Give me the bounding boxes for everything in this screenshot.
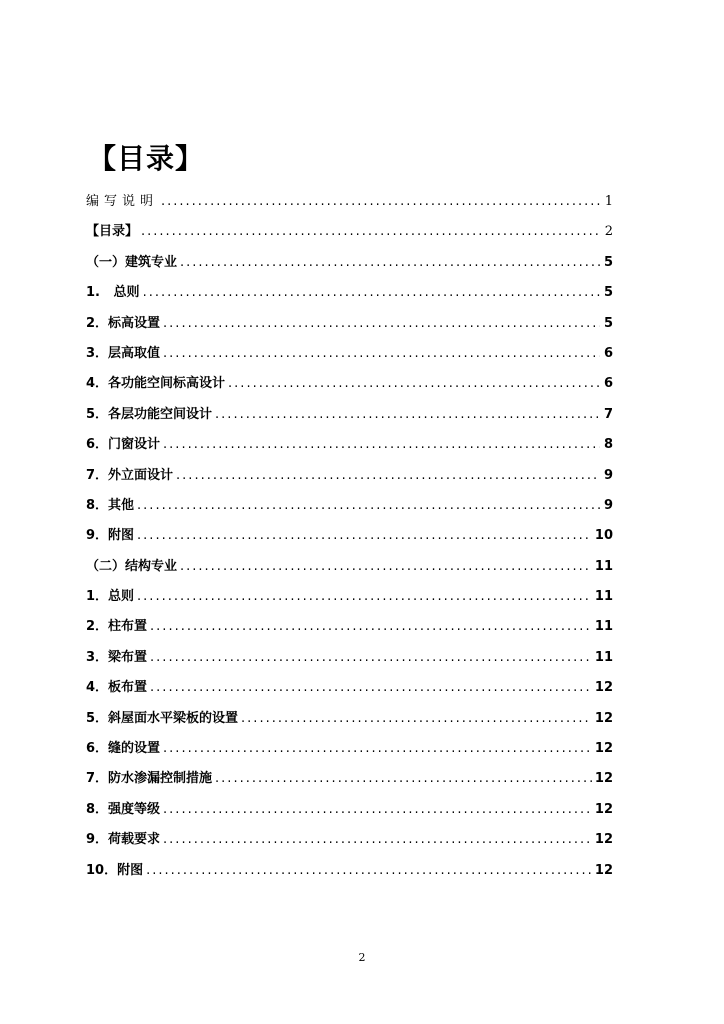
toc-entry[interactable] xyxy=(86,312,613,342)
toc-entry-text: 7．外立面设计 xyxy=(86,467,174,483)
toc-dot-leader xyxy=(150,619,592,634)
toc-entry[interactable] xyxy=(86,342,613,372)
toc-entry[interactable] xyxy=(86,646,613,676)
toc-dot-leader xyxy=(180,559,592,574)
toc-entry-text: 6．缝的设置 xyxy=(86,741,161,757)
toc-entry-text: 10．附图 xyxy=(86,862,144,878)
toc-entry[interactable] xyxy=(86,494,613,524)
toc-entry[interactable] xyxy=(86,798,613,828)
toc-entry-page: 6 xyxy=(603,376,613,392)
toc-dot-leader xyxy=(163,741,592,756)
toc-dot-leader xyxy=(163,832,592,847)
toc-entry-text: （一）建筑专业 xyxy=(86,254,178,270)
toc-entry-page: 12 xyxy=(594,801,613,817)
toc-dot-leader xyxy=(215,407,600,422)
toc-entry[interactable] xyxy=(86,859,613,889)
toc-entry-text: 8．其他 xyxy=(86,497,135,513)
toc-entry-text: 9．附图 xyxy=(86,528,135,544)
toc-entry-page: 9 xyxy=(603,497,613,513)
toc-entry[interactable] xyxy=(86,220,613,250)
toc-entry[interactable] xyxy=(86,707,613,737)
toc-dot-leader xyxy=(150,680,592,695)
toc-dot-leader xyxy=(163,802,592,817)
toc-entry[interactable] xyxy=(86,251,613,281)
toc-dot-leader xyxy=(163,316,600,331)
toc-entry-text: 4．各功能空间标高设计 xyxy=(86,376,226,392)
toc-entry-page: 6 xyxy=(603,345,613,361)
toc-entry-page: 11 xyxy=(594,649,613,665)
toc-entry-text: 编写说明 xyxy=(86,194,159,209)
toc-entry[interactable] xyxy=(86,585,613,615)
toc-dot-leader xyxy=(163,437,600,452)
toc-entry-page: 2 xyxy=(604,224,613,240)
table-of-contents xyxy=(86,190,613,889)
toc-entry-text: 9．荷载要求 xyxy=(86,832,161,848)
toc-entry-page: 9 xyxy=(603,467,613,483)
toc-entry-text: 3．梁布置 xyxy=(86,649,148,665)
toc-entry[interactable] xyxy=(86,403,613,433)
toc-entry-page: 12 xyxy=(594,710,613,726)
toc-dot-leader xyxy=(137,498,600,513)
toc-dot-leader xyxy=(180,255,600,270)
toc-entry-page: 12 xyxy=(594,771,613,787)
toc-dot-leader xyxy=(146,863,592,878)
toc-entry[interactable] xyxy=(86,676,613,706)
toc-dot-leader xyxy=(150,650,592,665)
toc-entry[interactable] xyxy=(86,281,613,311)
toc-entry-page: 12 xyxy=(594,832,613,848)
toc-entry-text: 7．防水渗漏控制措施 xyxy=(86,771,213,787)
toc-entry-text: 2．柱布置 xyxy=(86,619,148,635)
toc-dot-leader xyxy=(176,468,600,483)
toc-entry[interactable] xyxy=(86,615,613,645)
toc-entry-page: 5 xyxy=(603,254,613,270)
toc-entry-page: 5 xyxy=(603,285,613,301)
toc-entry-text: 5．各层功能空间设计 xyxy=(86,406,213,422)
toc-entry[interactable] xyxy=(86,767,613,797)
toc-entry-text: 1．总则 xyxy=(86,589,135,605)
toc-entry[interactable] xyxy=(86,737,613,767)
toc-dot-leader xyxy=(137,589,592,604)
toc-entry-page: 11 xyxy=(594,558,613,574)
toc-entry-page: 12 xyxy=(594,862,613,878)
toc-entry-page: 12 xyxy=(594,741,613,757)
toc-entry-text: 【目录】 xyxy=(86,224,139,240)
toc-entry-page: 12 xyxy=(594,680,613,696)
toc-entry-page: 11 xyxy=(594,589,613,605)
toc-entry-text: （二）结构专业 xyxy=(86,558,178,574)
toc-entry-text: 1. 总则 xyxy=(86,285,140,301)
toc-dot-leader xyxy=(143,285,600,300)
toc-dot-leader xyxy=(241,711,592,726)
toc-entry[interactable] xyxy=(86,372,613,402)
toc-entry[interactable] xyxy=(86,464,613,494)
toc-entry-text: 4．板布置 xyxy=(86,680,148,696)
toc-entry-page: 1 xyxy=(604,194,613,209)
toc-entry[interactable] xyxy=(86,555,613,585)
toc-entry[interactable] xyxy=(86,828,613,858)
toc-dot-leader xyxy=(161,194,600,209)
toc-entry-page: 11 xyxy=(594,619,613,635)
toc-entry-page: 5 xyxy=(603,315,613,331)
page-number: 2 xyxy=(358,951,366,964)
toc-entry-text: 2．标高设置 xyxy=(86,315,161,331)
toc-entry-page: 10 xyxy=(594,528,613,544)
toc-entry[interactable] xyxy=(86,433,613,463)
toc-entry-text: 6．门窗设计 xyxy=(86,437,161,453)
toc-dot-leader xyxy=(215,771,592,786)
toc-dot-leader xyxy=(163,346,600,361)
toc-entry-page: 8 xyxy=(603,437,613,453)
toc-dot-leader xyxy=(137,528,592,543)
toc-entry-text: 8．强度等级 xyxy=(86,801,161,817)
toc-entry[interactable] xyxy=(86,524,613,554)
toc-entry-text: 5．斜屋面水平梁板的设置 xyxy=(86,710,239,726)
toc-entry-page: 7 xyxy=(603,406,613,422)
toc-entry-text: 3．层高取值 xyxy=(86,345,161,361)
toc-dot-leader xyxy=(141,224,600,239)
toc-entry[interactable] xyxy=(86,190,613,220)
page-title: 【目录】 xyxy=(88,142,205,175)
toc-dot-leader xyxy=(228,376,600,391)
